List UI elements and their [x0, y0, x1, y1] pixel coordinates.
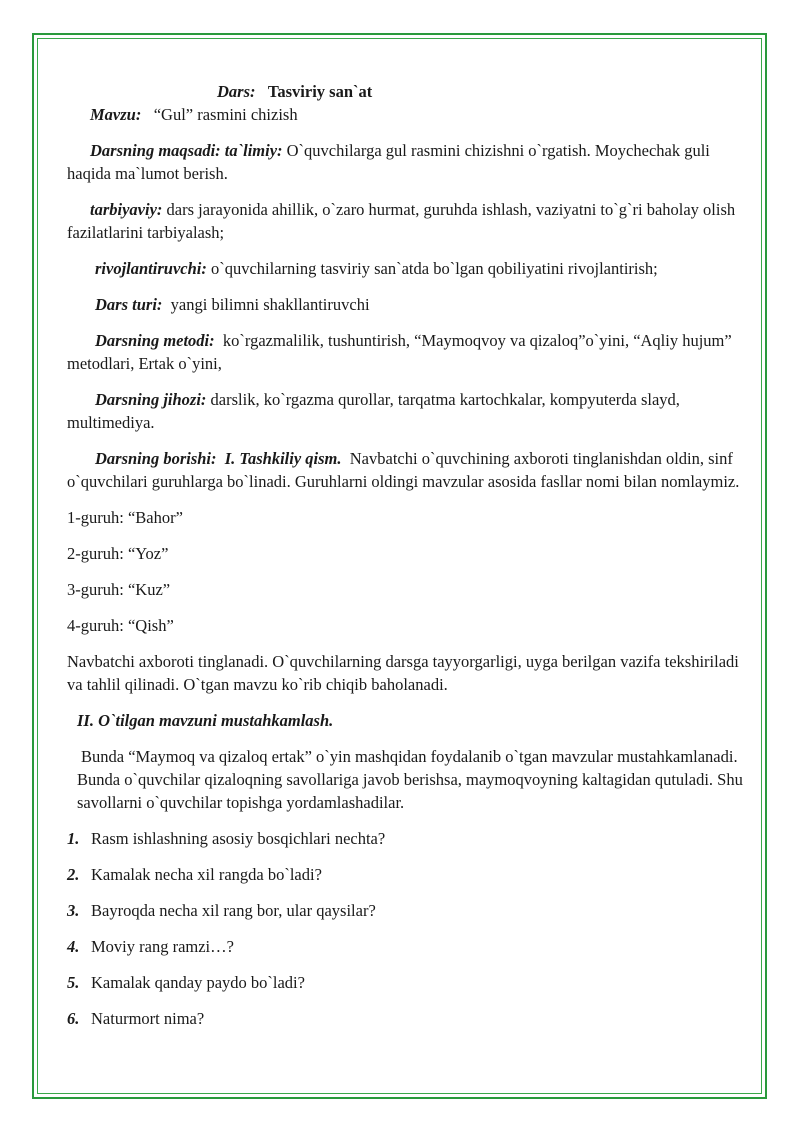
question-number: 5.	[67, 973, 80, 992]
lesson-equipment-label: Darsning jihozi:	[95, 390, 207, 409]
goal-educational-label: Darsning maqsadi: ta`limiy:	[90, 141, 283, 160]
lesson-value: Tasviriy san`at	[267, 82, 373, 101]
lesson-method-text: ko`rgazmalilik, tushuntirish, “Maymoqvoy va qizaloq”o`yini, “Aqliy hujum” metodlari, Ertak o`yini,	[67, 331, 732, 373]
goal-upbringing-label: tarbiyaviy:	[90, 200, 163, 219]
goal-upbringing-text: dars jarayonida ahillik, o`zaro hurmat, guruhda ishlash, vaziyatni to`g`ri baholay olish fazilatlarini tarbiyalash;	[67, 200, 736, 242]
group-item: 4-guruh: “Qish”	[67, 616, 174, 635]
group-item: 2-guruh: “Yoz”	[67, 544, 169, 563]
question-item	[67, 935, 747, 958]
procedure-label: Darsning borishi:	[95, 449, 217, 468]
part2-paragraph: Bunda “Maymoq va qizaloq ertak” o`yin mashqidan foydalanib o`tgan mavzular mustahkamlanadi. Bunda o`quvchilar qizaloqning savollariga javob berishsa, maymoqvoyning kaltagidan qutuladi. Shu savollarni o`quvchilar topishga yordamlashadilar.	[77, 747, 743, 812]
document-body	[67, 80, 747, 1030]
part2-heading: II. O`tilgan mavzuni mustahkamlash.	[77, 711, 334, 730]
goal-educational	[67, 139, 747, 185]
question-text: Kamalak necha xil rangda bo`ladi?	[91, 865, 322, 884]
group-item: 1-guruh: “Bahor”	[67, 508, 183, 527]
question-item	[67, 827, 747, 850]
question-text: Bayroqda necha xil rang bor, ular qaysilar?	[91, 901, 376, 920]
lesson-equipment	[67, 388, 747, 434]
group-item: 3-guruh: “Kuz”	[67, 580, 171, 599]
goal-developmental-text: o`quvchilarning tasviriy san`atda bo`lgan qobiliyatini rivojlantirish;	[210, 259, 658, 278]
question-text: Moviy rang ramzi…?	[91, 937, 234, 956]
goal-developmental	[67, 257, 747, 280]
question-text: Naturmort nima?	[91, 1009, 205, 1028]
lesson-label: Dars:	[217, 82, 256, 101]
duty-paragraph: Navbatchi axboroti tinglanadi. O`quvchilarning darsga tayyorgarligi, uyga berilgan vazifa tekshiriladi va tahlil qilinadi. O`tgan mavzu ko`rib chiqib baholanadi.	[67, 652, 739, 694]
lesson-title	[217, 80, 747, 103]
question-text: Rasm ishlashning asosiy bosqichlari nechta?	[91, 829, 386, 848]
question-text: Kamalak qanday paydo bo`ladi?	[91, 973, 305, 992]
lesson-type-text: yangi bilimni shakllantiruvchi	[170, 295, 370, 314]
goal-developmental-label: rivojlantiruvchi:	[95, 259, 207, 278]
topic-line	[67, 103, 747, 126]
lesson-method	[67, 329, 747, 375]
question-number: 1.	[67, 829, 80, 848]
topic-label: Mavzu:	[90, 105, 142, 124]
lesson-equipment-text: darslik, ko`rgazma qurollar, tarqatma kartochkalar, kompyuterda slayd, multimediya.	[67, 390, 680, 432]
lesson-type	[67, 293, 747, 316]
question-number: 3.	[67, 901, 80, 920]
lesson-type-label: Dars turi:	[95, 295, 163, 314]
question-number: 6.	[67, 1009, 80, 1028]
topic-value: “Gul” rasmini chizish	[153, 105, 298, 124]
lesson-method-label: Darsning metodi:	[95, 331, 215, 350]
question-item	[67, 1007, 747, 1030]
procedure-part1-text: Navbatchi o`quvchining axboroti tinglanishdan oldin, sinf o`quvchilari guruhlarga bo`linadi. Guruhlarni oldingi mavzular asosida fasllar nomi bilan nomlaymiz.	[67, 449, 740, 491]
question-item	[67, 899, 747, 922]
question-number: 4.	[67, 937, 80, 956]
lesson-procedure	[67, 447, 747, 493]
goal-upbringing	[67, 198, 747, 244]
question-item	[67, 971, 747, 994]
procedure-part1-label: I. Tashkiliy qism.	[224, 449, 342, 468]
question-number: 2.	[67, 865, 80, 884]
goal-educational-text: O`quvchilarga gul rasmini chizishni o`rgatish. Moychechak guli haqida ma`lumot berish.	[67, 141, 710, 183]
question-item	[67, 863, 747, 886]
